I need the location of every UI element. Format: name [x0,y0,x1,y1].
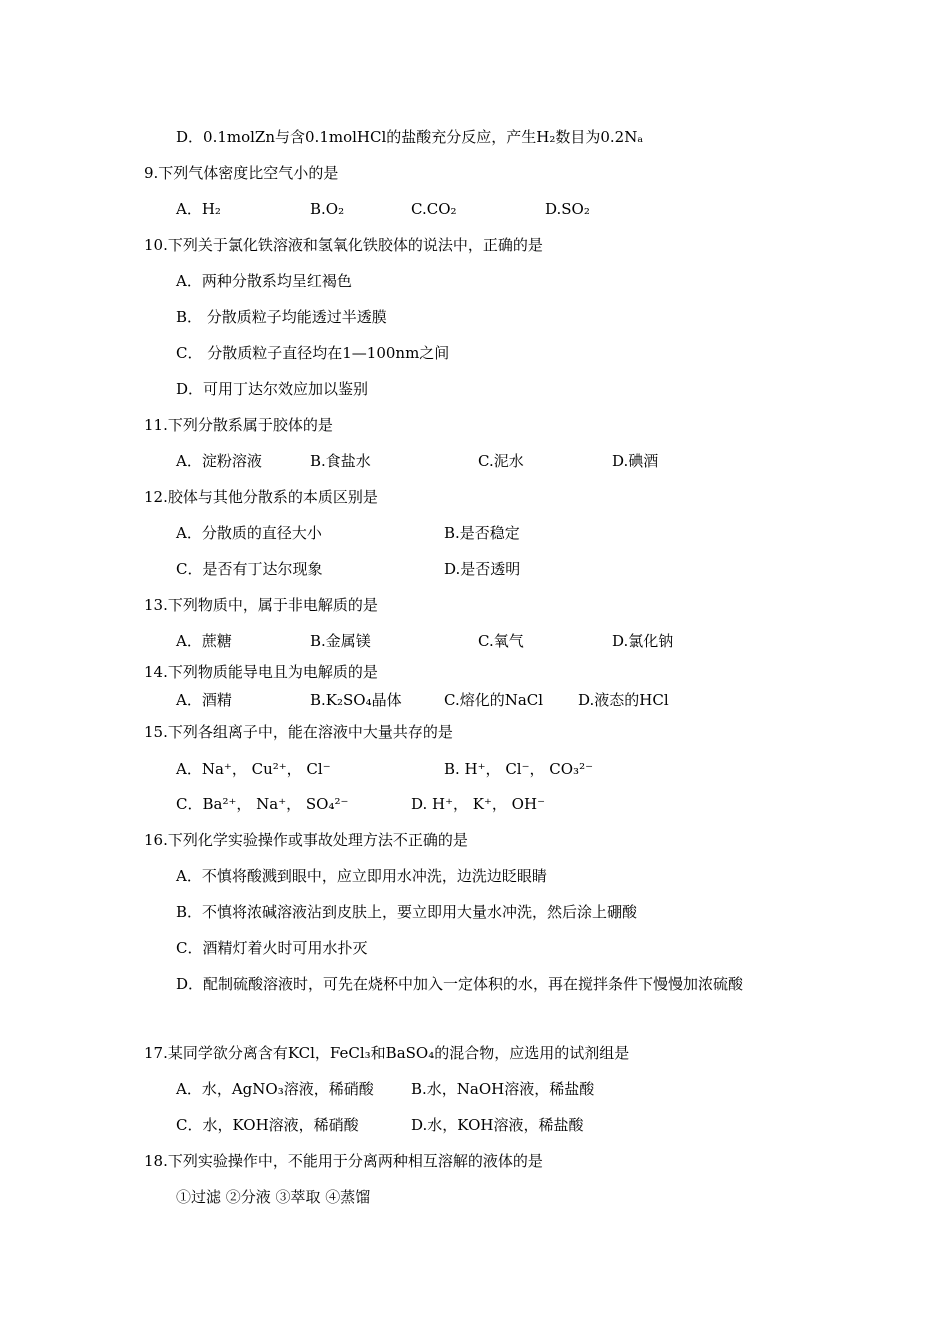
question-14: 14.下列物质能导电且为电解质的是 [144,663,378,681]
question-13: 13.下列物质中，属于非电解质的是 [144,596,378,614]
question-18: 18.下列实验操作中，不能用于分离两种相互溶解的液体的是 [144,1152,543,1170]
q17-option-b: B.水，NaOH溶液，稀盐酸 [411,1080,595,1098]
q11-option-d: D.碘酒 [612,452,659,470]
q10-option-d: D．可用丁达尔效应加以鉴别 [176,380,369,398]
question-10: 10.下列关于氯化铁溶液和氢氧化铁胶体的说法中，正确的是 [144,236,543,254]
q9-option-b: B.O₂ [310,200,345,218]
q16-option-d: D．配制硫酸溶液时，可先在烧杯中加入一定体积的水，再在搅拌条件下慢慢加浓硫酸 [176,975,744,993]
q13-option-c: C.氧气 [478,632,524,650]
q8-option-d: D．0.1molZn与含0.1molHCl的盐酸充分反应，产生H₂数目为0.2Nₐ [176,128,644,146]
q9-option-c: C.CO₂ [411,200,457,218]
q14-option-d: D.液态的HCl [578,691,669,709]
q13-option-d: D.氯化钠 [612,632,674,650]
q16-option-c: C．酒精灯着火时可用水扑灭 [176,939,368,957]
q10-option-a: A．两种分散系均呈红褐色 [176,272,352,290]
q17-option-c: C．水，KOH溶液，稀硝酸 [176,1116,359,1134]
q15-option-a: A．Na⁺， Cu²⁺， Cl⁻ [176,760,331,778]
q12-option-d: D.是否透明 [444,560,521,578]
q13-option-b: B.金属镁 [310,632,371,650]
q16-option-a: A．不慎将酸溅到眼中，应立即用水冲洗，边洗边眨眼睛 [176,867,547,885]
question-16: 16.下列化学实验操作或事故处理方法不正确的是 [144,831,468,849]
q9-option-a: A．H₂ [176,200,221,218]
q17-option-d: D.水，KOH溶液，稀盐酸 [411,1116,584,1134]
q14-option-a: A．酒精 [176,691,232,709]
q11-option-c: C.泥水 [478,452,524,470]
q11-option-a: A．淀粉溶液 [176,452,262,470]
q11-option-b: B.食盐水 [310,452,371,470]
q16-option-b: B．不慎将浓碱溶液沾到皮肤上，要立即用大量水冲洗，然后涂上硼酸 [176,903,638,921]
q14-option-b: B.K₂SO₄晶体 [310,691,402,709]
q10-option-b: B． 分散质粒子均能透过半透膜 [176,308,387,326]
question-17: 17.某同学欲分离含有KCl，FeCl₃和BaSO₄的混合物，应选用的试剂组是 [144,1044,630,1062]
q15-option-d: D. H⁺， K⁺， OH⁻ [411,795,545,813]
q10-option-c: C． 分散质粒子直径均在1—100nm之间 [176,344,450,362]
q9-option-d: D.SO₂ [545,200,590,218]
q12-option-a: A．分散质的直径大小 [176,524,322,542]
question-11: 11.下列分散系属于胶体的是 [144,416,333,434]
q12-option-c: C．是否有丁达尔现象 [176,560,323,578]
q15-option-b: B. H⁺， Cl⁻， CO₃²⁻ [444,760,594,778]
question-15: 15.下列各组离子中，能在溶液中大量共存的是 [144,723,453,741]
q17-option-a: A．水，AgNO₃溶液，稀硝酸 [176,1080,374,1098]
q18-options: ①过滤 ②分液 ③萃取 ④蒸馏 [176,1188,371,1206]
q14-option-c: C.熔化的NaCl [444,691,544,709]
question-12: 12.胶体与其他分散系的本质区别是 [144,488,378,506]
q12-option-b: B.是否稳定 [444,524,520,542]
q15-option-c: C．Ba²⁺， Na⁺， SO₄²⁻ [176,795,349,813]
question-9: 9.下列气体密度比空气小的是 [144,164,339,182]
q13-option-a: A．蔗糖 [176,632,232,650]
